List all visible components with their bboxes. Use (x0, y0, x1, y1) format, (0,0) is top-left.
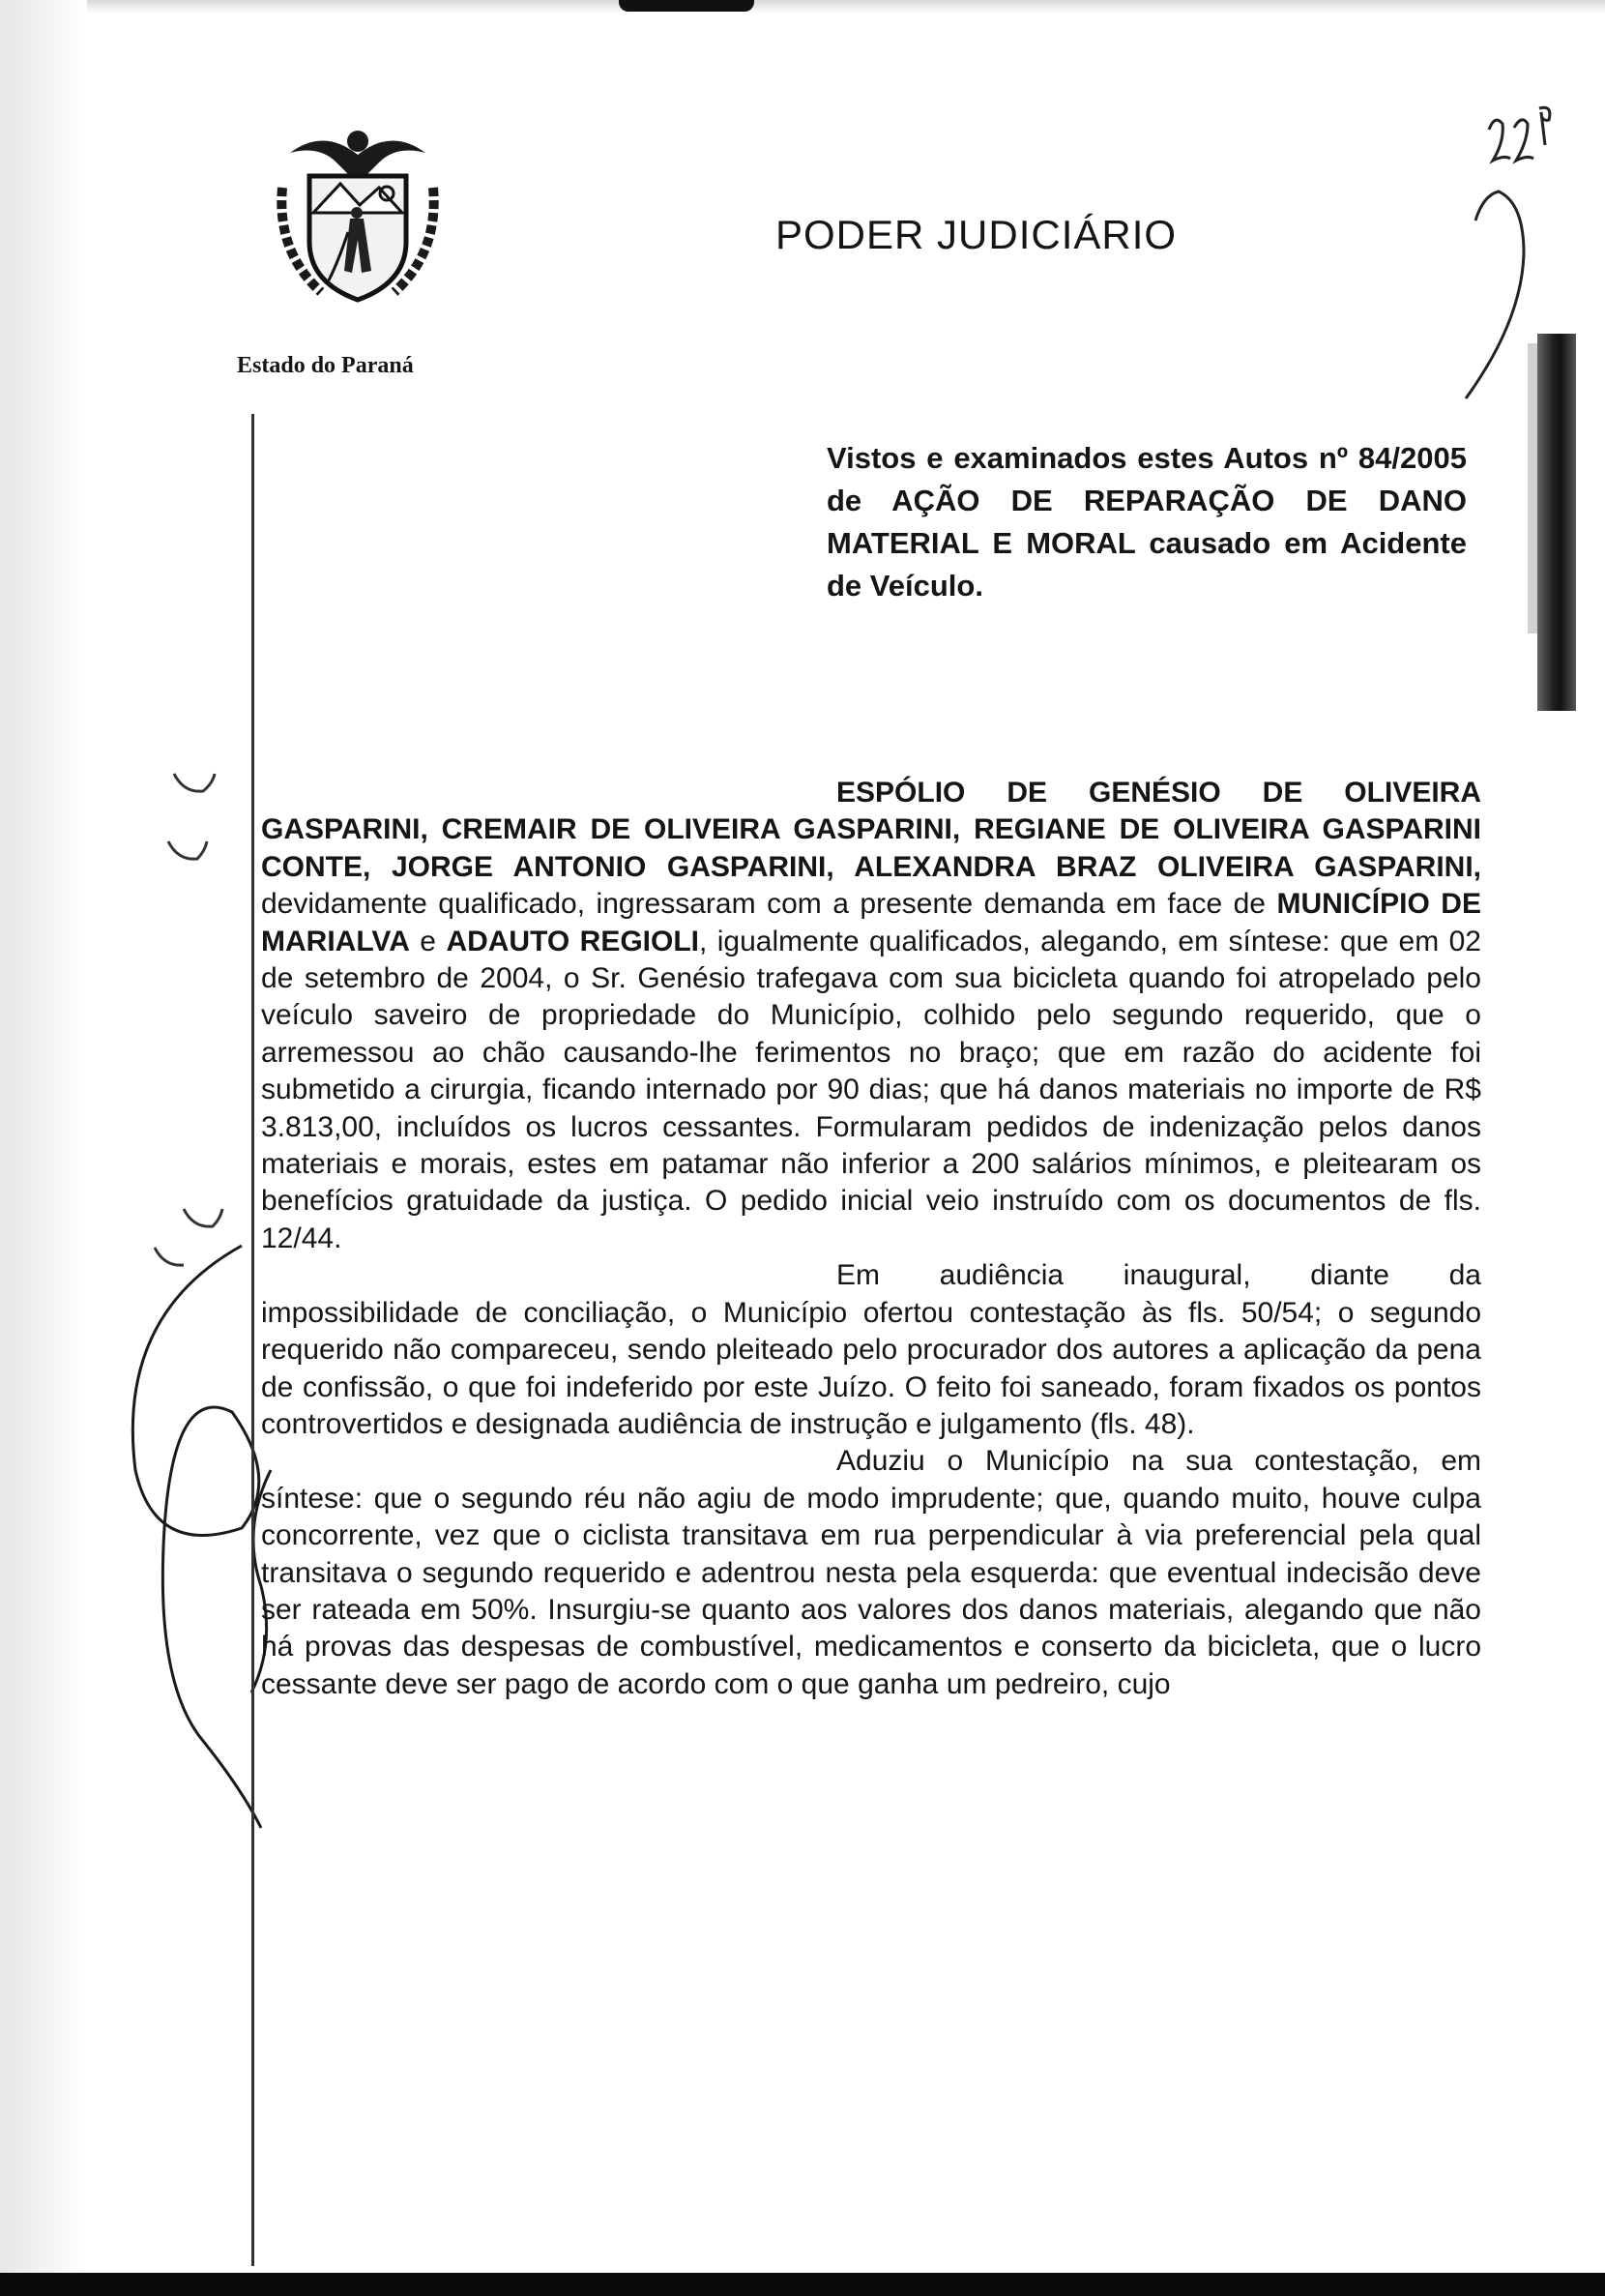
court-title: PODER JUDICIÁRIO (775, 212, 1178, 257)
paragraph-text: , igualmente qualificados, alegando, em síntese: que em 02 de setembro de 2004, o Sr. Genésio trafegava com sua bicicleta quando foi atropelado pelo veículo saveiro de propriedade do Município, colhido pelo segundo requerido, que o arremessou ao chão causando-lhe ferimentos no braço; que em razão do acidente foi submetido a cirurgia, ficando internado por 90 dias; que há danos materiais no importe de R$ 3.813,00, incluídos os lucros cessantes. Formularam pedidos de indenização pelos danos materiais e morais, estes em patamar não inferior a 200 salários mínimos, e pleitearam os benefícios gratuidade da justiça. O pedido inicial veio instruído com os documentos de fls. 12/44. (261, 925, 1481, 1254)
margin-rule (251, 414, 254, 2266)
parties-plaintiffs: ESPÓLIO DE GENÉSIO DE OLIVEIRA GASPARINI, CREMAIR DE OLIVEIRA GASPARINI, REGIANE DE OLIVEIRA GASPARINI CONTE, JORGE ANTONIO GASPARINI, ALEXANDRA BRAZ OLIVEIRA GASPARINI, (261, 777, 1481, 883)
scan-artifact (619, 0, 754, 12)
scan-edge-left (0, 0, 87, 2296)
paragraph-text: devidamente qualificado, ingressaram com a presente demanda em face de (261, 888, 1277, 921)
paragraph: Aduziu o Município na sua contestação, em síntese: que o segundo réu não agiu de modo imprudente; que, quando muito, houve culpa concorrente, vez que o ciclista transitava em rua perpendicular à via preferencial pela qual transitava o segundo requerido e adentrou nesta pela esquerda: que eventual indecisão deve ser rateada em 50%. Insurgiu-se quanto aos valores dos danos materiais, alegando que não há provas das despesas de combustível, medicamentos e conserto da bicicleta, que o lucro cessante deve ser pago de acordo com o que ganha um pedreiro, cujo (261, 1445, 1481, 1700)
paragraph (261, 775, 1481, 1257)
handwritten-page-number (1481, 101, 1561, 180)
conjunction: e (409, 925, 447, 957)
party-defendant-driver: ADAUTO REGIOLI (446, 925, 699, 957)
state-name: Estado do Paraná (237, 353, 414, 378)
party-defendant-municipality: MUNICÍPIO DE MARIALVA (261, 888, 1481, 957)
paragraph: Em audiência inaugural, diante da impossibilidade de conciliação, o Município ofertou contestação às fls. 50/54; o segundo requerido não compareceu, sendo pleiteado pelo procurador dos autores a aplicação da pena de confissão, o que foi indeferido por este Juízo. O feito foi saneado, foram fixados os pontos controvertidos e designada audiência de instrução e julgamento (fls. 48). (261, 1259, 1481, 1440)
handwritten-mark (1456, 186, 1549, 404)
scan-edge-bottom (0, 2273, 1605, 2296)
case-heading: Vistos e examinados estes Autos nº 84/2005 de AÇÃO DE REPARAÇÃO DE DANO MATERIAL E MORAL causado em Acidente de Veículo. (827, 441, 1467, 603)
scan-edge-top (0, 0, 1605, 14)
document-body (261, 775, 1481, 1703)
coat-of-arms-icon (271, 116, 445, 309)
